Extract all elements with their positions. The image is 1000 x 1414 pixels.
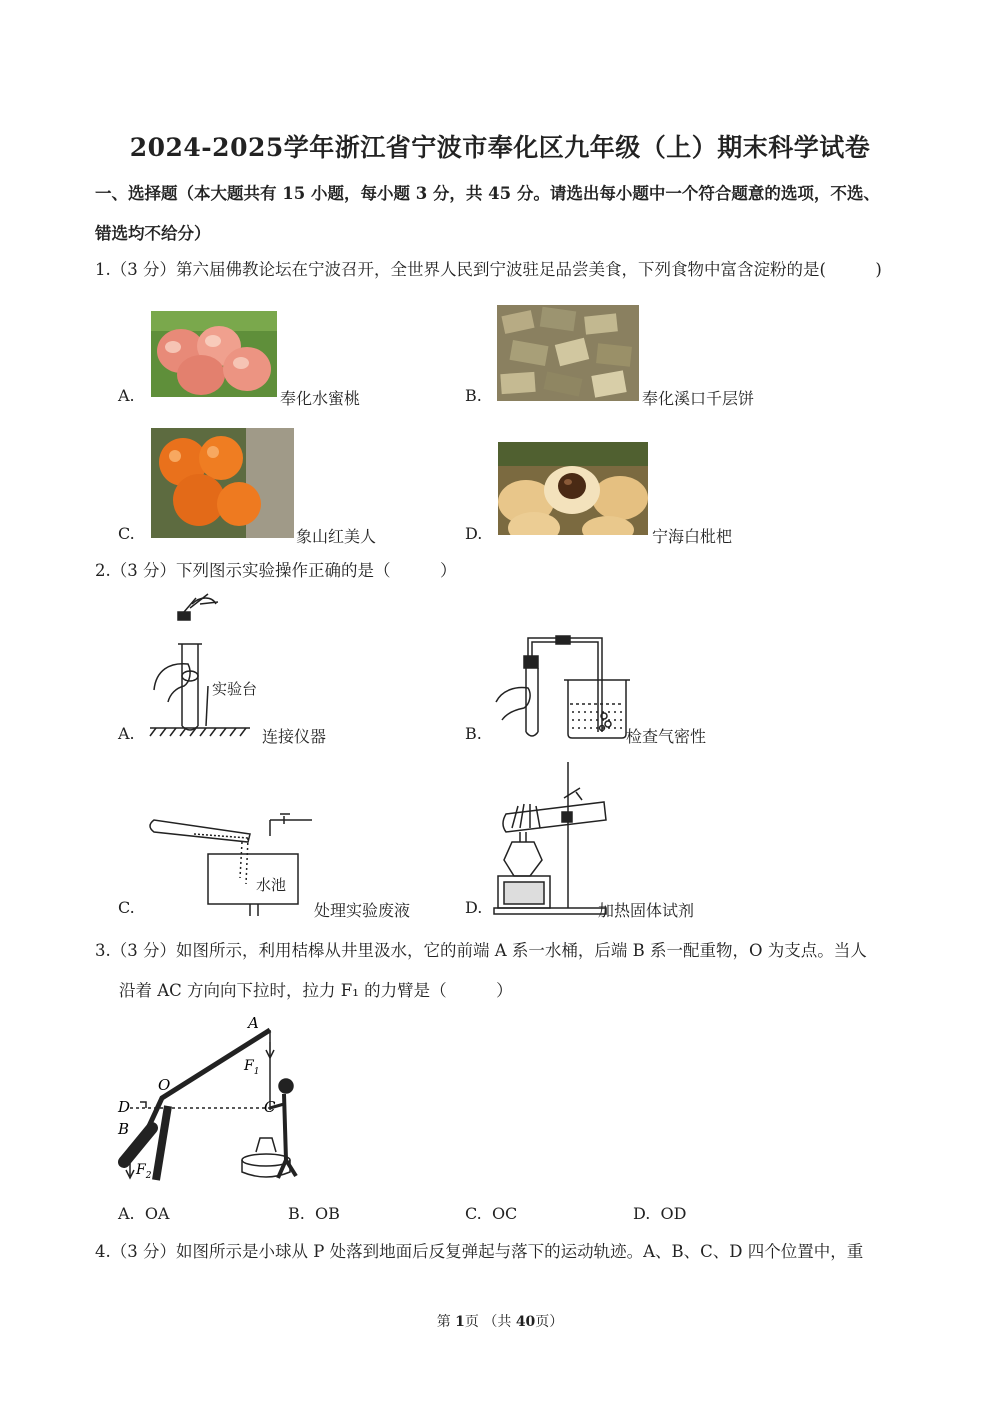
section-heading-line2: 错选均不给分） [95,224,211,243]
connect-apparatus-figure [148,590,258,740]
q1-stem: 1.（3 分）第六届佛教论坛在宁波召开，全世界人民到宁波驻足品尝美食，下列食物中富含淀粉的是( ) [95,260,882,279]
loquat-photo [498,442,648,535]
section-heading-line1: 一、选择题（本大题共有 15 小题，每小题 3 分，共 45 分。请选出每小题中一个符合题意的选项，不选、 [95,184,880,203]
q3-option-c [465,1204,517,1223]
pastry-photo [497,305,639,401]
sink-label: 水池 [256,876,287,894]
q1-option-c-caption: 象山红美人 [296,527,377,546]
page-footer [0,1311,1000,1331]
q3-stem-line2: 沿着 AC 方向向下拉时，拉力 F₁ 的力臂是（ ） [119,981,513,1000]
q1-option-b-caption: 奉化溪口千层饼 [642,389,755,408]
point-o-label: O [158,1076,171,1094]
force-f2-subscript: 2 [145,1171,152,1181]
lab-bench-label: 实验台 [212,680,258,698]
airtightness-figure [492,628,632,743]
q2-option-b-caption: 检查气密性 [626,727,707,746]
q3-option-b-text: OB [315,1204,340,1223]
section-heading [95,176,915,252]
q1-option-d-letter: D. [465,524,483,543]
orange-photo [151,428,294,538]
q3-option-d-text: OD [660,1204,687,1223]
force-f1-subscript: 1 [253,1067,260,1077]
peach-photo [151,311,277,397]
q2-option-c-letter: C. [118,898,135,917]
q1-option-d-caption: 宁海白枇杷 [652,527,733,546]
q1-option-b-letter: B. [465,386,482,405]
exam-title: 2024-2025学年浙江省宁波市奉化区九年级（上）期末科学试卷 [129,133,871,162]
heating-solid-figure [490,758,610,918]
point-d-label: D [118,1098,131,1116]
well-sweep-figure [110,1012,330,1192]
force-f2-letter: F [136,1162,146,1178]
q3-option-c-text: OC [491,1204,518,1223]
footer-total-pages: 40 [515,1314,536,1330]
q3-option-b [288,1204,340,1223]
footer-suffix: 页） [535,1314,564,1330]
q3-option-a [118,1204,169,1223]
q1-option-c-letter: C. [118,524,135,543]
q3-option-a-letter: A. [118,1204,135,1223]
q1-option-a-letter: A. [118,386,135,405]
footer-prefix: 第 [436,1314,456,1330]
force-f1-label [243,1058,259,1077]
q3-option-d-letter: D. [633,1204,651,1223]
waste-disposal-figure [144,808,316,918]
q3-option-b-letter: B. [288,1204,305,1223]
q3-stem-line1: 3.（3 分）如图所示，利用桔槔从井里汲水，它的前端 A 系一水桶，后端 B 系一配重物，O 为支点。当人 [95,941,867,960]
q2-option-a-letter: A. [118,724,135,743]
q3-option-d [633,1204,686,1223]
force-f1-letter: F [244,1058,254,1074]
q2-option-d-caption: 加热固体试剂 [598,901,695,920]
q3-option-a-text: OA [144,1204,170,1223]
q1-option-a-caption: 奉化水蜜桃 [280,389,361,408]
footer-middle: 页 （共 [464,1314,516,1330]
q2-option-b-letter: B. [465,724,482,743]
q2-option-c-caption: 处理实验废液 [314,901,411,920]
q2-option-a-caption: 连接仪器 [262,727,327,746]
q3-option-c-letter: C. [465,1204,482,1223]
point-a-label: A [248,1014,259,1032]
q4-stem: 4.（3 分）如图所示是小球从 P 处落到地面后反复弹起与落下的运动轨迹。A、B、C、D 四个位置中，重 [95,1242,864,1261]
point-b-label: B [118,1120,130,1138]
point-c-label: C [264,1098,276,1116]
footer-page-number: 1 [455,1314,465,1330]
force-f2-label [135,1162,152,1181]
q2-stem: 2.（3 分）下列图示实验操作正确的是（ ） [95,561,457,580]
q3-stem [95,932,915,1010]
q2-option-d-letter: D. [465,898,483,917]
